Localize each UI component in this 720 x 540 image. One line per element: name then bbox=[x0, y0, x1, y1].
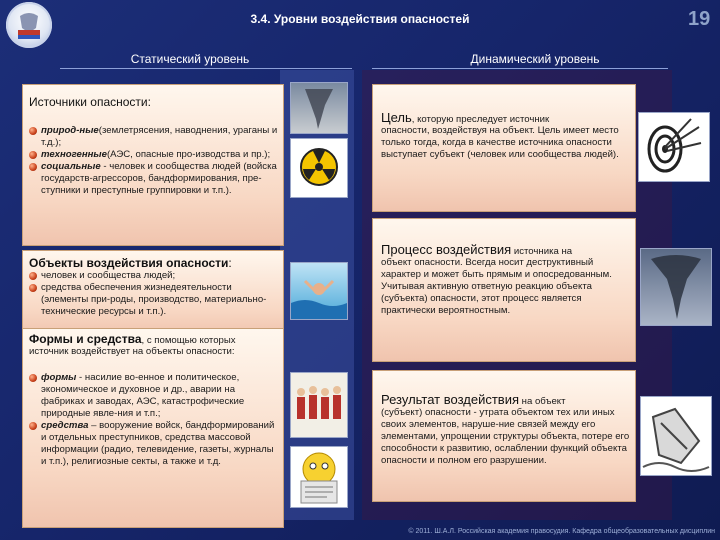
academy-emblem-logo bbox=[6, 2, 52, 48]
objects-title: Объекты воздействия опасности bbox=[29, 256, 229, 270]
shipwreck-image bbox=[640, 396, 712, 476]
dynamic-level-heading: Динамический уровень bbox=[470, 52, 600, 66]
process-panel bbox=[372, 218, 636, 362]
page-number: 19 bbox=[688, 8, 711, 30]
goal-panel bbox=[372, 84, 636, 212]
newspaper-smiley-image bbox=[290, 446, 348, 508]
copyright-footer: © 2011. Ш.А.Л. Российская академия правосудия. Кафедра общеобразовательных дисциплин bbox=[408, 528, 715, 535]
process-text: объект опасности. Всегда носит деструктивный характер и может быть прямым и опосредованным. Учитывая активную ответную реакцию объекта (субъекта) опасности, этот процесс является практически вероятностным. bbox=[381, 257, 612, 316]
objects-list bbox=[27, 270, 281, 318]
objects-panel bbox=[22, 250, 284, 336]
target-darts-image bbox=[638, 112, 710, 182]
list-item: техногенные(АЭС, опасные про-изводства и пр.); bbox=[27, 149, 281, 161]
list-item: формы - насилие во-енное и политическое, экономическое и духовное и др., аварии на фабриках и заводах, АЭС, катастрофические природные явле-ния и т.п.; bbox=[27, 372, 279, 420]
dynamic-heading-underline bbox=[372, 68, 668, 69]
slide-title: 3.4. Уровни воздействия опасностей bbox=[250, 12, 470, 26]
sources-panel bbox=[22, 84, 284, 246]
forms-list bbox=[27, 372, 279, 468]
process-title: Процесс воздействия bbox=[381, 242, 512, 257]
list-item: средства – вооружение войск, бандформирований и отдельных преступников, средства массовой информации (радио, телевидение, газеты, журналы и т.п.), религиозные секты, а также и т.д. bbox=[27, 420, 279, 468]
list-item: человек и сообщества людей; bbox=[27, 270, 281, 282]
result-title: Результат воздействия bbox=[381, 392, 519, 407]
sources-heading: Источники опасности: bbox=[29, 95, 151, 109]
list-item: социальные - человек и сообщества людей (войска государств-агрессоров, бандформирования, пре-ступники и преступные группировки и т.п.). bbox=[27, 161, 281, 197]
tornado-image bbox=[290, 82, 348, 134]
forms-panel bbox=[22, 328, 284, 528]
result-text: (субъект) опасности - утрата объектом тех или иных своих элементов, наруше-ние связей между его элементами, упрощении структуры объекта, потере его способности к развитию, ослаблении функций объекта опасности и полном его разрушении. bbox=[381, 407, 630, 466]
static-level-heading: Статический уровень bbox=[130, 52, 250, 66]
sources-list bbox=[27, 125, 281, 197]
soldiers-image bbox=[290, 372, 348, 438]
process-heading: Процесс воздействия источника на bbox=[381, 242, 573, 257]
goal-heading: Цель, которую преследует источник bbox=[381, 110, 550, 125]
forms-intro: источник воздействует на объекты опасности: bbox=[29, 346, 235, 357]
result-panel bbox=[372, 370, 636, 502]
list-item: средства обеспечения жизнедеятельности (элементы при-роды, производство, материально-технические ресурсы и т.п.). bbox=[27, 282, 281, 318]
forms-title: Формы и средства bbox=[29, 332, 142, 346]
objects-heading: Объекты воздействия опасности: bbox=[29, 256, 232, 270]
static-heading-underline bbox=[60, 68, 352, 69]
hurricane-image bbox=[640, 248, 712, 326]
list-item: природ-ные(землетрясения, наводнения, ураганы и т.д.); bbox=[27, 125, 281, 149]
goal-text: опасности, воздействуя на объект. Цель имеет место только тогда, когда в качестве источника опасности выступает субъект (человек или сообщества людей). bbox=[381, 125, 619, 160]
goal-title: Цель bbox=[381, 110, 412, 125]
result-heading: Результат воздействия на объект bbox=[381, 392, 566, 407]
forms-heading: Формы и средства, с помощью которых bbox=[29, 332, 236, 346]
sources-title: Источники опасности bbox=[29, 95, 148, 109]
nuclear-hazard-image bbox=[290, 138, 348, 198]
flood-victim-image bbox=[290, 262, 348, 320]
